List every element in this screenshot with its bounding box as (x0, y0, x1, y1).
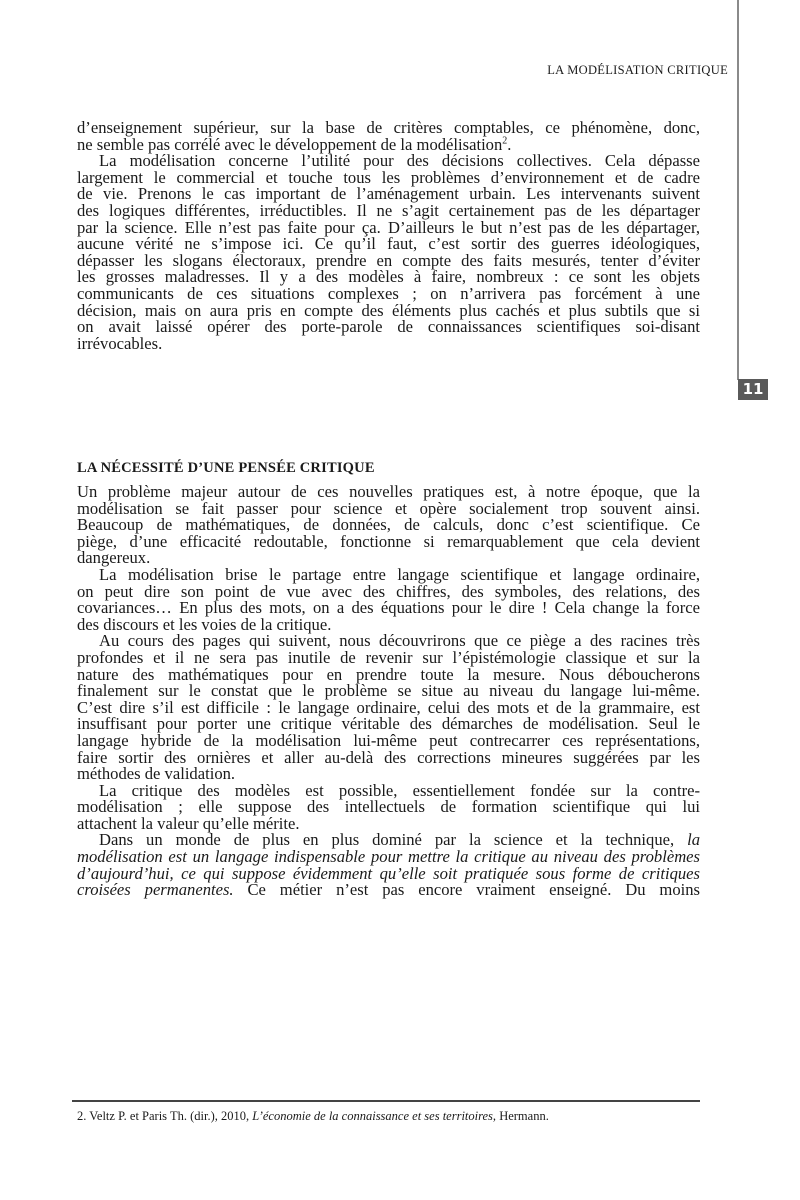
text-line: langage hybride de la modélisation lui-même peut contrecarrer ces représentations, (77, 730, 700, 750)
running-head: LA MODÉLISATION CRITIQUE (547, 63, 728, 77)
text-line: dépasser les slogans électoraux, prendre en compte des faits mesurés, tenter d’éviter (77, 250, 700, 270)
footnote-prefix: 2. Veltz P. et Paris Th. (dir.), 2010, (77, 1109, 253, 1123)
text-line: La critique des modèles est possible, essentiellement fondée sur la contre- (99, 780, 700, 800)
text-line: aucune vérité ne s’impose ici. Ce qu’il faut, c’est sortir des guerres idéologiques, (77, 234, 700, 254)
paragraph (77, 563, 700, 634)
text-line (77, 828, 700, 850)
text-line: La modélisation concerne l’utilité pour des décisions collectives. Cela dépasse (99, 151, 700, 171)
text-line (77, 878, 700, 900)
footnote-ref: 2 (502, 135, 508, 147)
paragraph (77, 480, 700, 568)
text-line: des logiques différentes, irréductibles. Il ne s’agit certainement pas de les départager (77, 200, 700, 220)
text-line: finalement sur le constat que le problème se situe au niveau du langage lui-même. (77, 681, 700, 701)
text-line: Au cours des pages qui suivent, nous découvrirons que ce piège a des racines très (99, 631, 700, 651)
text-line: La modélisation brise le partage entre langage scientifique et langage ordinaire, (99, 564, 700, 584)
text-line: décision, mais on aura pris en compte des éléments plus cachés et plus subtils que si (77, 300, 700, 320)
italic-text: croisées permanentes. (77, 880, 234, 900)
footnote-rule (72, 1100, 700, 1102)
text-line: communicants de ces situations complexes ; on n’arrivera pas forcément à une (77, 283, 700, 303)
text-segment: . (507, 134, 512, 154)
paragraph (77, 149, 700, 353)
text-line: attachent la valeur qu’elle mérite. (77, 813, 300, 833)
italic-text: la (687, 830, 700, 850)
text-segment: Ce métier n’est pas encore vraiment enseigné. Du moins (233, 880, 700, 900)
text-line (77, 845, 700, 867)
text-line: Un problème majeur autour de ces nouvelles pratiques est, à notre époque, que la (77, 482, 700, 501)
text-line: de vie. Prenons le cas important de l’aménagement urbain. Les intervenants suivent (77, 184, 700, 204)
paragraph (77, 779, 700, 833)
section-1-body (77, 116, 700, 353)
text-line: dangereux. (77, 548, 151, 568)
section-heading: LA NÉCESSITÉ D’UNE PENSÉE CRITIQUE (77, 460, 375, 476)
text-line: C’est dire s’il est difficile : le langage ordinaire, celui des mots et de la grammaire, est (77, 697, 700, 717)
paragraph (77, 828, 700, 900)
text-line: covariances… En plus des mots, on a des équations pour le dire ! Cela change la force (77, 598, 700, 618)
text-line: profondes et il ne sera pas inutile de revenir sur l’épistémologie classique et sur la (77, 647, 700, 667)
footnote-suffix: Hermann. (496, 1109, 549, 1123)
footnote-title: L’économie de la connaissance et ses territoires, (252, 1109, 497, 1123)
text-line: on avait laissé opérer des porte-parole de connaissances scientifiques soi-disant (77, 317, 700, 337)
paragraph (77, 116, 700, 154)
text-line: nature des mathématiques pour en prendre toute la mesure. Nous déboucherons (77, 664, 700, 684)
text-line: Beaucoup de mathématiques, de données, de calculs, donc c’est scientifique. Ce (77, 515, 700, 535)
page-number-tab: 11 (738, 379, 768, 400)
text-line: modélisation se fait passer pour science et opère socialement trop souvent ainsi. (77, 498, 700, 518)
text-line: méthodes de validation. (77, 764, 236, 784)
text-line: insuffisant pour porter une critique véritable des démarches de modélisation. Seul le (77, 714, 700, 734)
text-line: des discours et les voies de la critique. (77, 614, 332, 634)
footnote (77, 1109, 549, 1124)
text-line: d’enseignement supérieur, sur la base de critères comptables, ce phénomène, donc, (77, 118, 700, 137)
text-line: par la science. Elle n’est pas faite pour ça. D’ailleurs le but n’est pas de les départager, (77, 217, 700, 237)
text-line: irrévocables. (77, 333, 163, 353)
text-line: modélisation ; elle suppose des intellectuels de formation scientifique qui lui (77, 797, 700, 817)
text-segment: ne semble pas corrélé avec le développement de la modélisation (77, 134, 503, 154)
text-segment: Dans un monde de plus en plus dominé par la science et la technique, (99, 830, 688, 850)
italic-text: d’aujourd’hui, ce qui suppose évidemment qu’elle soit pratiquée sous forme de critiques (77, 863, 700, 883)
text-line: largement le commercial et touche tous les problèmes d’environnement et de cadre (77, 167, 700, 187)
text-line: faire sortir des ornières et aller au-delà des corrections mineures suggérées par les (77, 747, 700, 767)
text-line: on peut dire son point de vue avec des chiffres, des symboles, des relations, des (77, 581, 700, 601)
text-line: les grosses maladresses. Il y a des modèles à faire, nombreux : ce sont les objets (77, 267, 700, 287)
text-line (77, 862, 700, 883)
section-2-body (77, 480, 700, 900)
paragraph (77, 629, 700, 784)
text-line: piège, d’une efficacité redoutable, fonctionne si remarquablement que cela devient (77, 531, 700, 551)
margin-rule (737, 0, 739, 380)
italic-text: modélisation est un langage indispensable pour mettre la critique au niveau des problèmes (77, 847, 700, 867)
